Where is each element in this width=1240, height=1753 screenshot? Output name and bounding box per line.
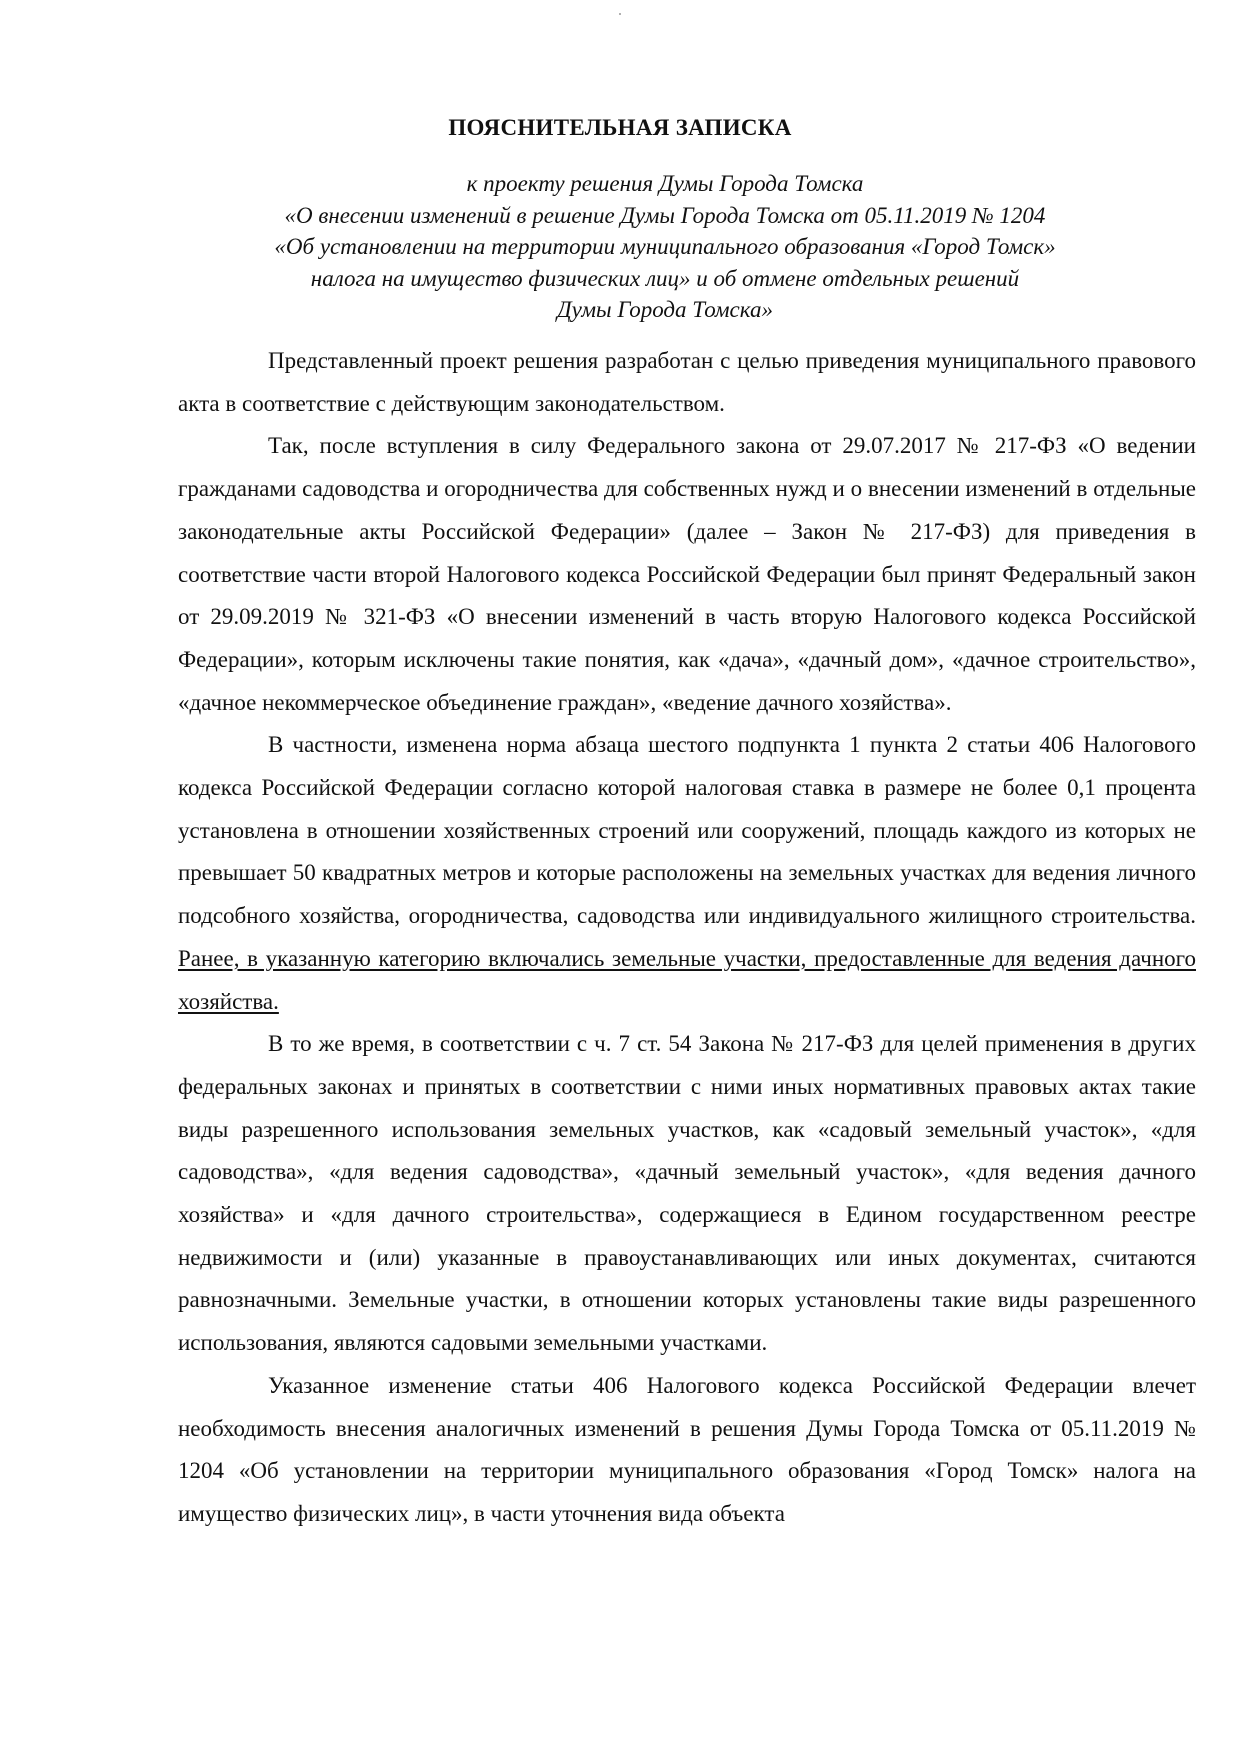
document-body (178, 340, 1196, 1536)
document-title: ПОЯСНИТЕЛЬНАЯ ЗАПИСКА (448, 115, 792, 140)
subtitle-line: к проекту решения Думы Города Томска (466, 171, 864, 196)
paragraph-purpose: Представленный проект решения разработан с целью приведения муниципального правового акта в соответствие с действующим законодательством. (178, 348, 1196, 416)
scan-speck (619, 13, 621, 15)
paragraph-article-406-text: В частности, изменена норма абзаца шестого подпункта 1 пункта 2 статьи 406 Налогового кодекса Российской Федерации согласно которой налоговая ставка в размере не более 0,1 процента установлена в отношении хозяйственных строений или сооружений, площадь каждого из которых не превышает 50 квадратных метров и которые расположены на земельных участках для ведения личного подсобного хозяйства, огородничества, садоводства или индивидуального жилищного строительства. (178, 732, 1196, 929)
paragraph-conclusion: Указанное изменение статьи 406 Налогового кодекса Российской Федерации влечет необходимость внесения аналогичных изменений в решения Думы Города Томска от 05.11.2019 № 1204 «Об установлении на территории муниципального образования «Город Томск» налога на имущество физических лиц», в части уточнения вида объекта (178, 1372, 1196, 1526)
paragraph-article-406 (178, 724, 1196, 1023)
subtitle-line: «Об установлении на территории муниципального образования «Город Томск» (274, 234, 1056, 259)
underlined-note: Ранее, в указанную категорию включались земельные участки, предоставленные для ведения дачного хозяйства. (178, 945, 1196, 1014)
subtitle-line: «О внесении изменений в решение Думы Города Томска от 05.11.2019 № 1204 (284, 202, 1046, 228)
document-subtitle (160, 168, 1170, 326)
subtitle-line: Думы Города Томска» (557, 297, 773, 322)
subtitle-line: налога на имущество физических лиц» и об отмене отдельных решений (310, 265, 1020, 291)
paragraph-land-use: В то же время, в соответствии с ч. 7 ст. 54 Закона № 217-ФЗ для целей применения в других федеральных законах и принятых в соответствии с ними иных нормативных правовых актах такие виды разрешенного использования земельных участков, как «садовый земельный участок», «для садоводства», «для ведения садоводства», «дачный земельный участок», «для ведения дачного хозяйства» и «для дачного строительства», содержащиеся в Едином государственном реестре недвижимости и (или) указанные в правоустанавливающих или иных документах, считаются равнозначными. Земельные участки, в отношении которых установлены такие виды разрешенного использования, являются садовыми земельными участками. (178, 1031, 1196, 1356)
paragraph-federal-law: Так, после вступления в силу Федерального закона от 29.07.2017 № 217-ФЗ «О ведении гражданами садоводства и огородничества для собственных нужд и о внесении изменений в отдельные законодательные акты Российской Федерации» (далее – Закон № 217-ФЗ) для приведения в соответствие части второй Налогового кодекса Российской Федерации был принят Федеральный закон от 29.09.2019 № 321-ФЗ «О внесении изменений в часть вторую Налогового кодекса Российской Федерации», которым исключены такие понятия, как «дача», «дачный дом», «дачное строительство», «дачное некоммерческое объединение граждан», «ведение дачного хозяйства». (178, 433, 1196, 715)
